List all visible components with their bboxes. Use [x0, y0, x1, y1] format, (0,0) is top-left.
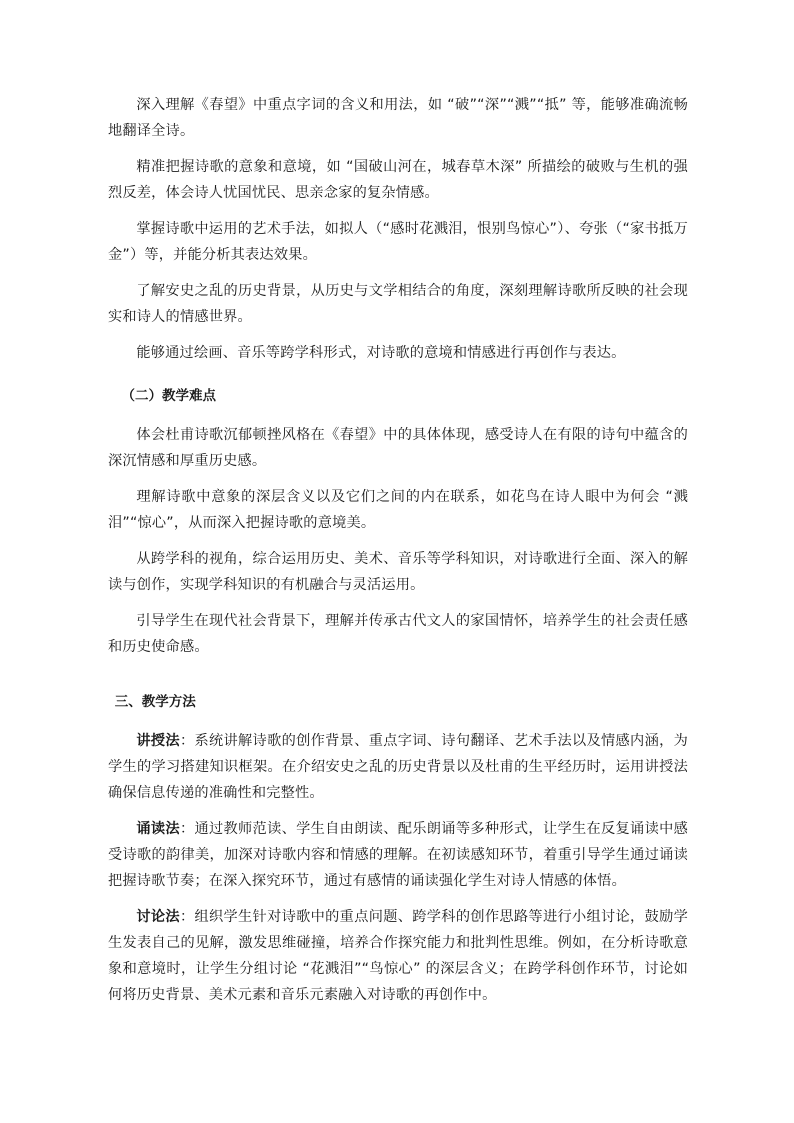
method-discussion-text: 组织学生针对诗歌中的重点问题、跨学科的创作思路等进行小组讨论，鼓励学生发表自己的见解，激发思维碰撞，培养合作探究能力和批判性思维。例如，在分析诗歌意象和意境时，让学生分组讨论 “花溅泪”“鸟惊心” 的深层含义；在跨学科创作环节，讨论如何将历史背景、美术元素和音乐元素融入对诗歌的再创作中。	[108, 909, 688, 1003]
goal-paragraph-2: 精准把握诗歌的意象和意境，如 “国破山河在，城春草木深” 所描绘的破败与生机的强烈反差，体会诗人忧国忧民、思亲念家的复杂情感。	[108, 159, 688, 201]
goal-paragraph-1: 深入理解《春望》中重点字词的含义和用法，如 “破”“深”“溅”“抵” 等，能够准确流畅地翻译全诗。	[108, 97, 688, 139]
difficulty-paragraph-1: 体会杜甫诗歌沉郁顿挫风格在《春望》中的具体体现，感受诗人在有限的诗句中蕴含的深沉情感和厚重历史感。	[108, 427, 688, 469]
methods-heading: 三、教学方法	[114, 694, 196, 710]
goal-paragraph-5: 能够通过绘画、音乐等跨学科形式，对诗歌的意境和情感进行再创作与表达。	[136, 345, 626, 361]
method-recitation-sep: ：	[179, 821, 195, 837]
difficulty-paragraph-2: 理解诗歌中意象的深层含义以及它们之间的内在联系，如花鸟在诗人眼中为何会 “溅泪”“惊心”，从而深入把握诗歌的意境美。	[108, 489, 688, 531]
method-discussion-sep: ：	[179, 909, 195, 925]
method-lecture-label: 讲授法	[136, 733, 180, 749]
method-lecture-text: 系统讲解诗歌的创作背景、重点字词、诗句翻译、艺术手法以及情感内涵，为学生的学习搭建知识框架。在介绍安史之乱的历史背景以及杜甫的生平经历时，运用讲授法确保信息传递的准确性和完整性。	[108, 733, 688, 801]
method-recitation	[108, 816, 688, 894]
goal-paragraph-4: 了解安史之乱的历史背景，从历史与文学相结合的角度，深刻理解诗歌所反映的社会现实和诗人的情感世界。	[108, 283, 688, 325]
method-lecture-sep: ：	[179, 733, 195, 749]
method-recitation-label: 诵读法	[136, 821, 180, 837]
goal-paragraph-3: 掌握诗歌中运用的艺术手法，如拟人（“感时花溅泪，恨别鸟惊心”）、夸张（“家书抵万金”）等，并能分析其表达效果。	[108, 221, 688, 263]
method-lecture	[108, 728, 688, 806]
method-recitation-text: 通过教师范读、学生自由朗读、配乐朗诵等多种形式，让学生在反复诵读中感受诗歌的韵律美，加深对诗歌内容和情感的理解。在初读感知环节，着重引导学生通过诵读把握诗歌节奏；在深入探究环节，通过有感情的诵读强化学生对诗人情感的体悟。	[108, 821, 688, 889]
difficulty-paragraph-4: 引导学生在现代社会背景下，理解并传承古代文人的家国情怀，培养学生的社会责任感和历史使命感。	[108, 613, 688, 655]
difficulties-heading: （二）教学难点	[121, 388, 216, 404]
method-discussion	[108, 904, 688, 1008]
difficulty-paragraph-3: 从跨学科的视角，综合运用历史、美术、音乐等学科知识，对诗歌进行全面、深入的解读与创作，实现学科知识的有机融合与灵活运用。	[108, 551, 688, 593]
document-body	[108, 92, 688, 1018]
method-discussion-label: 讨论法	[136, 909, 180, 925]
